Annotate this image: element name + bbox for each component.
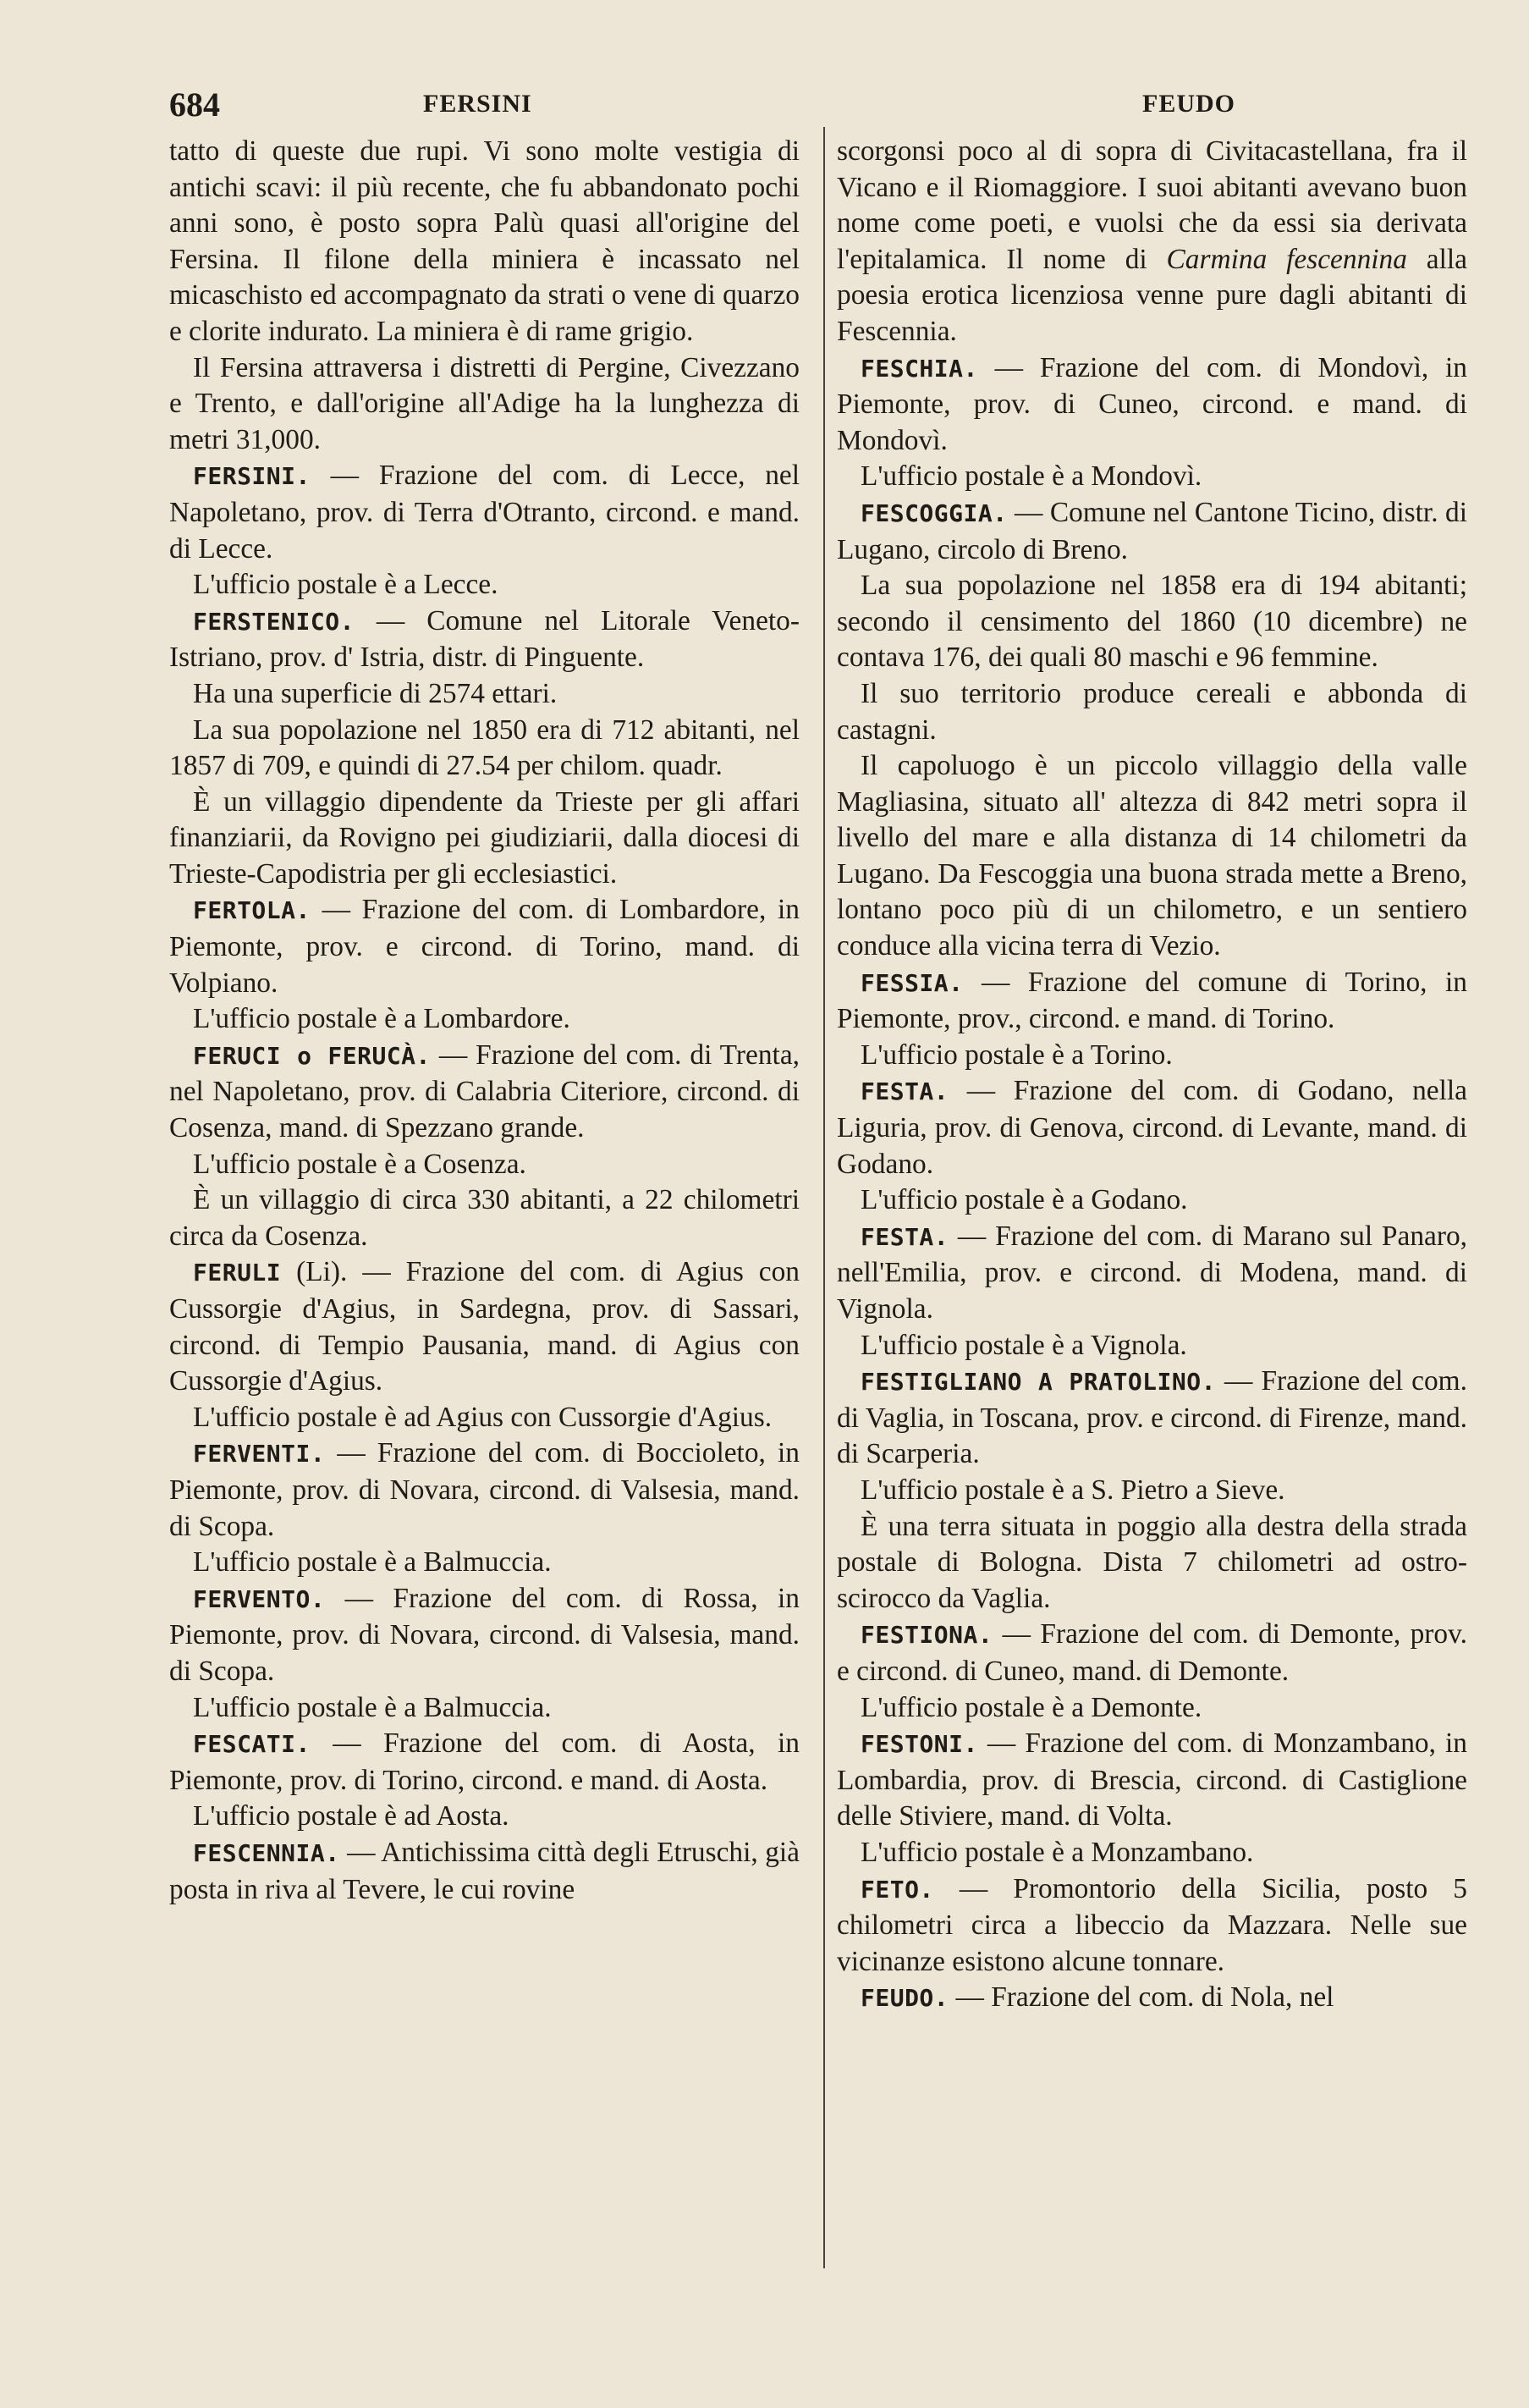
entry-text: Il suo territorio produce cereali e abbonda di castagni.: [837, 677, 1467, 746]
entry-text: L'ufficio postale è a Torino.: [861, 1039, 1173, 1071]
entry-text: — Frazione del com. di Trenta, nel Napoletano, prov. di Calabria Citeriore, circond. di Cosenza, mand. di Spezzano grande.: [169, 1039, 800, 1144]
running-head-right: FEUDO: [1142, 90, 1235, 118]
entry-text: L'ufficio postale è a Godano.: [861, 1184, 1188, 1216]
entry-text: (Li). — Frazione del com. di Agius con Cussorgie d'Agius, in Sardegna, prov. di Sassari, circond. di Tempio Pausania, mand. di Agius con Cussorgie d'Agius.: [169, 1256, 800, 1397]
dictionary-entry: [837, 1726, 1467, 1835]
entry-headword: FESTIGLIANO A PRATOLINO.: [861, 1368, 1216, 1397]
entry-text: — Frazione del com. di Vaglia, in Toscana, prov. e circond. di Firenze, mand. di Scarperia.: [837, 1365, 1468, 1470]
dictionary-entry: [169, 1726, 800, 1799]
entry-paragraph: [169, 350, 800, 459]
entry-headword: FERSTENICO.: [193, 607, 355, 636]
entry-headword: FERVENTI.: [193, 1440, 326, 1468]
column-divider: [823, 127, 825, 2268]
entry-paragraph: [837, 676, 1467, 748]
entry-paragraph: [169, 1690, 800, 1727]
entry-headword: FERULI: [193, 1259, 282, 1287]
entry-text: È una terra situata in poggio alla destra della strada postale di Bologna. Dista 7 chilometri ad ostro-scirocco da Vaglia.: [837, 1510, 1467, 1614]
entry-text: L'ufficio postale è a Balmuccia.: [193, 1546, 552, 1579]
entry-paragraph: [837, 1038, 1467, 1074]
dictionary-entry: [837, 1364, 1467, 1473]
entry-text: Il Fersina attraversa i distretti di Pergine, Civezzano e Trento, e dall'origine all'Adige ha la lunghezza di metri 31,000.: [169, 351, 800, 455]
entry-text: — Frazione del com. di Rossa, in Piemonte, prov. di Novara, circond. di Valsesia, mand. di Scopa.: [169, 1582, 800, 1687]
entry-paragraph: [837, 1690, 1467, 1727]
entry-text: — Frazione del com. di Boccioleto, in Piemonte, prov. di Novara, circond. di Valsesia, mand. di Scopa.: [169, 1437, 800, 1542]
entry-text: — Comune nel Cantone Ticino, distr. di Lugano, circolo di Breno.: [837, 496, 1467, 565]
entry-text: L'ufficio postale è a S. Pietro a Sieve.: [861, 1474, 1285, 1506]
entry-text: La sua popolazione nel 1858 era di 194 abitanti; secondo il censimento del 1860 (10 dicembre) ne contava 176, dei quali 80 maschi e 96 femmine.: [837, 570, 1467, 674]
entry-headword: FERTOLA.: [193, 896, 311, 925]
entry-headword: FESTIONA.: [861, 1621, 993, 1650]
entry-italic-text: Carmina fescennina: [1166, 243, 1407, 275]
entry-headword: FESTA.: [861, 1077, 949, 1106]
entry-paragraph: [169, 1182, 800, 1254]
entry-text: L'ufficio postale è a Cosenza.: [193, 1148, 526, 1180]
entry-text: tatto di queste due rupi. Vi sono molte vestigia di antichi scavi: il più recente, che fu abbandonato pochi anni sono, è posto sopra Palù quasi all'origine del Fersina. Il filone della miniera è incassato nel micaschisto ed accompagnato da strati o vene di quarzo e clorite indurato. La miniera è di rame grigio.: [169, 135, 800, 347]
dictionary-entry: [169, 1581, 800, 1690]
page-number: 684: [169, 85, 220, 124]
dictionary-entry: [837, 495, 1467, 568]
entry-paragraph: [837, 1835, 1467, 1871]
entry-text: L'ufficio postale è a Demonte.: [861, 1691, 1202, 1723]
dictionary-entry: [169, 1254, 800, 1399]
entry-headword: FERSINI.: [193, 462, 311, 491]
dictionary-entry: [169, 1435, 800, 1545]
entry-text: — Frazione del com. di Mondovì, in Piemonte, prov. di Cuneo, circond. e mand. di Mondovì.: [837, 351, 1467, 456]
entry-paragraph: [837, 134, 1467, 350]
entry-headword: FESCHIA.: [861, 354, 978, 383]
entry-paragraph: [169, 1400, 800, 1436]
entry-paragraph: [169, 713, 800, 785]
entry-text: — Frazione del com. di Monzambano, in Lombardia, prov. di Brescia, circond. di Castiglione delle Stiviere, mand. di Volta.: [837, 1727, 1467, 1832]
entry-paragraph: [837, 748, 1467, 965]
dictionary-entry: [169, 1835, 800, 1908]
entry-paragraph: [837, 1473, 1467, 1509]
entry-headword: FESCATI.: [193, 1730, 311, 1759]
entry-text: L'ufficio postale è ad Agius con Cussorgie d'Agius.: [193, 1401, 773, 1433]
entry-text: L'ufficio postale è a Mondovì.: [861, 460, 1202, 493]
dictionary-entry: [169, 1038, 800, 1147]
dictionary-entry: [837, 1073, 1467, 1182]
entry-text: — Frazione del com. di Lombardore, in Piemonte, prov. e circond. di Torino, mand. di Volpiano.: [169, 894, 800, 999]
entry-paragraph: [169, 1001, 800, 1038]
entry-text: È un villaggio dipendente da Trieste per gli affari finanziarii, da Rovigno pei giudiziarii, dalla diocesi di Trieste-Capodistria per gli ecclesiastici.: [169, 785, 800, 890]
entry-paragraph: [837, 1182, 1467, 1219]
entry-headword: FESCOGGIA.: [861, 499, 1008, 527]
entry-paragraph: [837, 1328, 1467, 1364]
entry-paragraph: [169, 1545, 800, 1581]
entry-text: scorgonsi poco al di sopra di Civitacastellana, fra il Vicano e il Riomaggiore. I suoi abitanti avevano buon nome come poeti, e vuolsi che da essi sia derivata l'epitalamica. Il nome di: [837, 135, 1467, 275]
dictionary-entry: [837, 1980, 1467, 2017]
entry-text: — Comune nel Litorale Veneto-Istriano, prov. d' Istria, distr. di Pinguente.: [169, 604, 800, 674]
entry-text: L'ufficio postale è a Balmuccia.: [193, 1691, 552, 1723]
dictionary-entry: [169, 892, 800, 1001]
dictionary-entry: [169, 458, 800, 567]
dictionary-entry: [837, 965, 1467, 1038]
entry-text: — Frazione del com. di Demonte, prov. e circond. di Cuneo, mand. di Demonte.: [837, 1618, 1467, 1687]
entry-headword: FETO.: [861, 1875, 934, 1904]
right-column: [837, 134, 1467, 2017]
entry-text: — Antichissima città degli Etruschi, già posta in riva al Tevere, le cui rovine: [169, 1836, 800, 1905]
entry-headword: FERVENTO.: [193, 1584, 326, 1613]
entry-paragraph: [837, 1509, 1467, 1617]
running-head-left: FERSINI: [423, 90, 532, 118]
entry-text: Il capoluogo è un piccolo villaggio della valle Magliasina, situato all' altezza di 842 metri sopra il livello del mare e alla distanza di 14 chilometri da Lugano. Da Fescoggia una buona strada mette a Breno, lontano poco più di un chilometro, e un sentiero conduce alla vicina terra di Vezio.: [837, 750, 1467, 962]
page-header: [169, 85, 1498, 129]
entry-paragraph: [169, 1799, 800, 1835]
entry-paragraph: [169, 785, 800, 893]
dictionary-entry: [169, 603, 800, 676]
entry-text: L'ufficio postale è a Monzambano.: [861, 1836, 1254, 1868]
entry-headword: FESCENNIA.: [193, 1838, 340, 1867]
entry-paragraph: [169, 676, 800, 713]
entry-text: La sua popolazione nel 1850 era di 712 abitanti, nel 1857 di 709, e quindi di 27.54 per chilom. quadr.: [169, 714, 800, 782]
entry-paragraph: [169, 134, 800, 350]
dictionary-entry: [837, 350, 1467, 460]
entry-text: — Frazione del com. di Aosta, in Piemonte, prov. di Torino, circond. e mand. di Aosta.: [169, 1727, 800, 1796]
dictionary-entry: [837, 1617, 1467, 1689]
entry-headword: FEUDO.: [861, 1984, 949, 2013]
entry-text: L'ufficio postale è ad Aosta.: [193, 1800, 509, 1832]
entry-text: — Frazione del com. di Nola, nel: [949, 1981, 1334, 2014]
entry-headword: FESTA.: [861, 1222, 949, 1251]
entry-text: — Promontorio della Sicilia, posto 5 chilometri circa a libeccio da Mazzara. Nelle sue vicinanze esistono alcune tonnare.: [837, 1872, 1467, 1977]
dictionary-entry: [837, 1219, 1467, 1328]
dictionary-entry: [837, 1871, 1467, 1981]
entry-paragraph: [169, 567, 800, 603]
entry-text: — Frazione del com. di Lecce, nel Napoletano, prov. di Terra d'Otranto, circond. e mand. di Lecce.: [169, 460, 800, 565]
entry-paragraph: [169, 1147, 800, 1183]
entry-text: L'ufficio postale è a Lecce.: [193, 569, 498, 601]
entry-headword: FESTONI.: [861, 1730, 978, 1759]
entry-headword: FESSIA.: [861, 968, 964, 997]
entry-paragraph: [837, 459, 1467, 495]
entry-text: — Frazione del com. di Marano sul Panaro, nell'Emilia, prov. e circond. di Modena, mand. di Vignola.: [837, 1220, 1467, 1325]
entry-text: L'ufficio postale è a Lombardore.: [193, 1003, 570, 1035]
entry-text-continued: alla poesia erotica licenziosa venne pure dagli abitanti di Fescennia.: [837, 243, 1467, 347]
entry-text: L'ufficio postale è a Vignola.: [861, 1329, 1187, 1361]
left-column: [169, 134, 800, 1908]
entry-paragraph: [837, 568, 1467, 676]
entry-text: Ha una superficie di 2574 ettari.: [193, 677, 558, 709]
entry-text: — Frazione del comune di Torino, in Piemonte, prov., circond. e mand. di Torino.: [837, 966, 1467, 1035]
entry-text: — Frazione del com. di Godano, nella Liguria, prov. di Genova, circond. di Levante, mand. di Godano.: [837, 1075, 1467, 1180]
entry-headword: FERUCI o FERUCÀ.: [193, 1041, 431, 1070]
entry-text: È un villaggio di circa 330 abitanti, a 22 chilometri circa da Cosenza.: [169, 1184, 800, 1252]
